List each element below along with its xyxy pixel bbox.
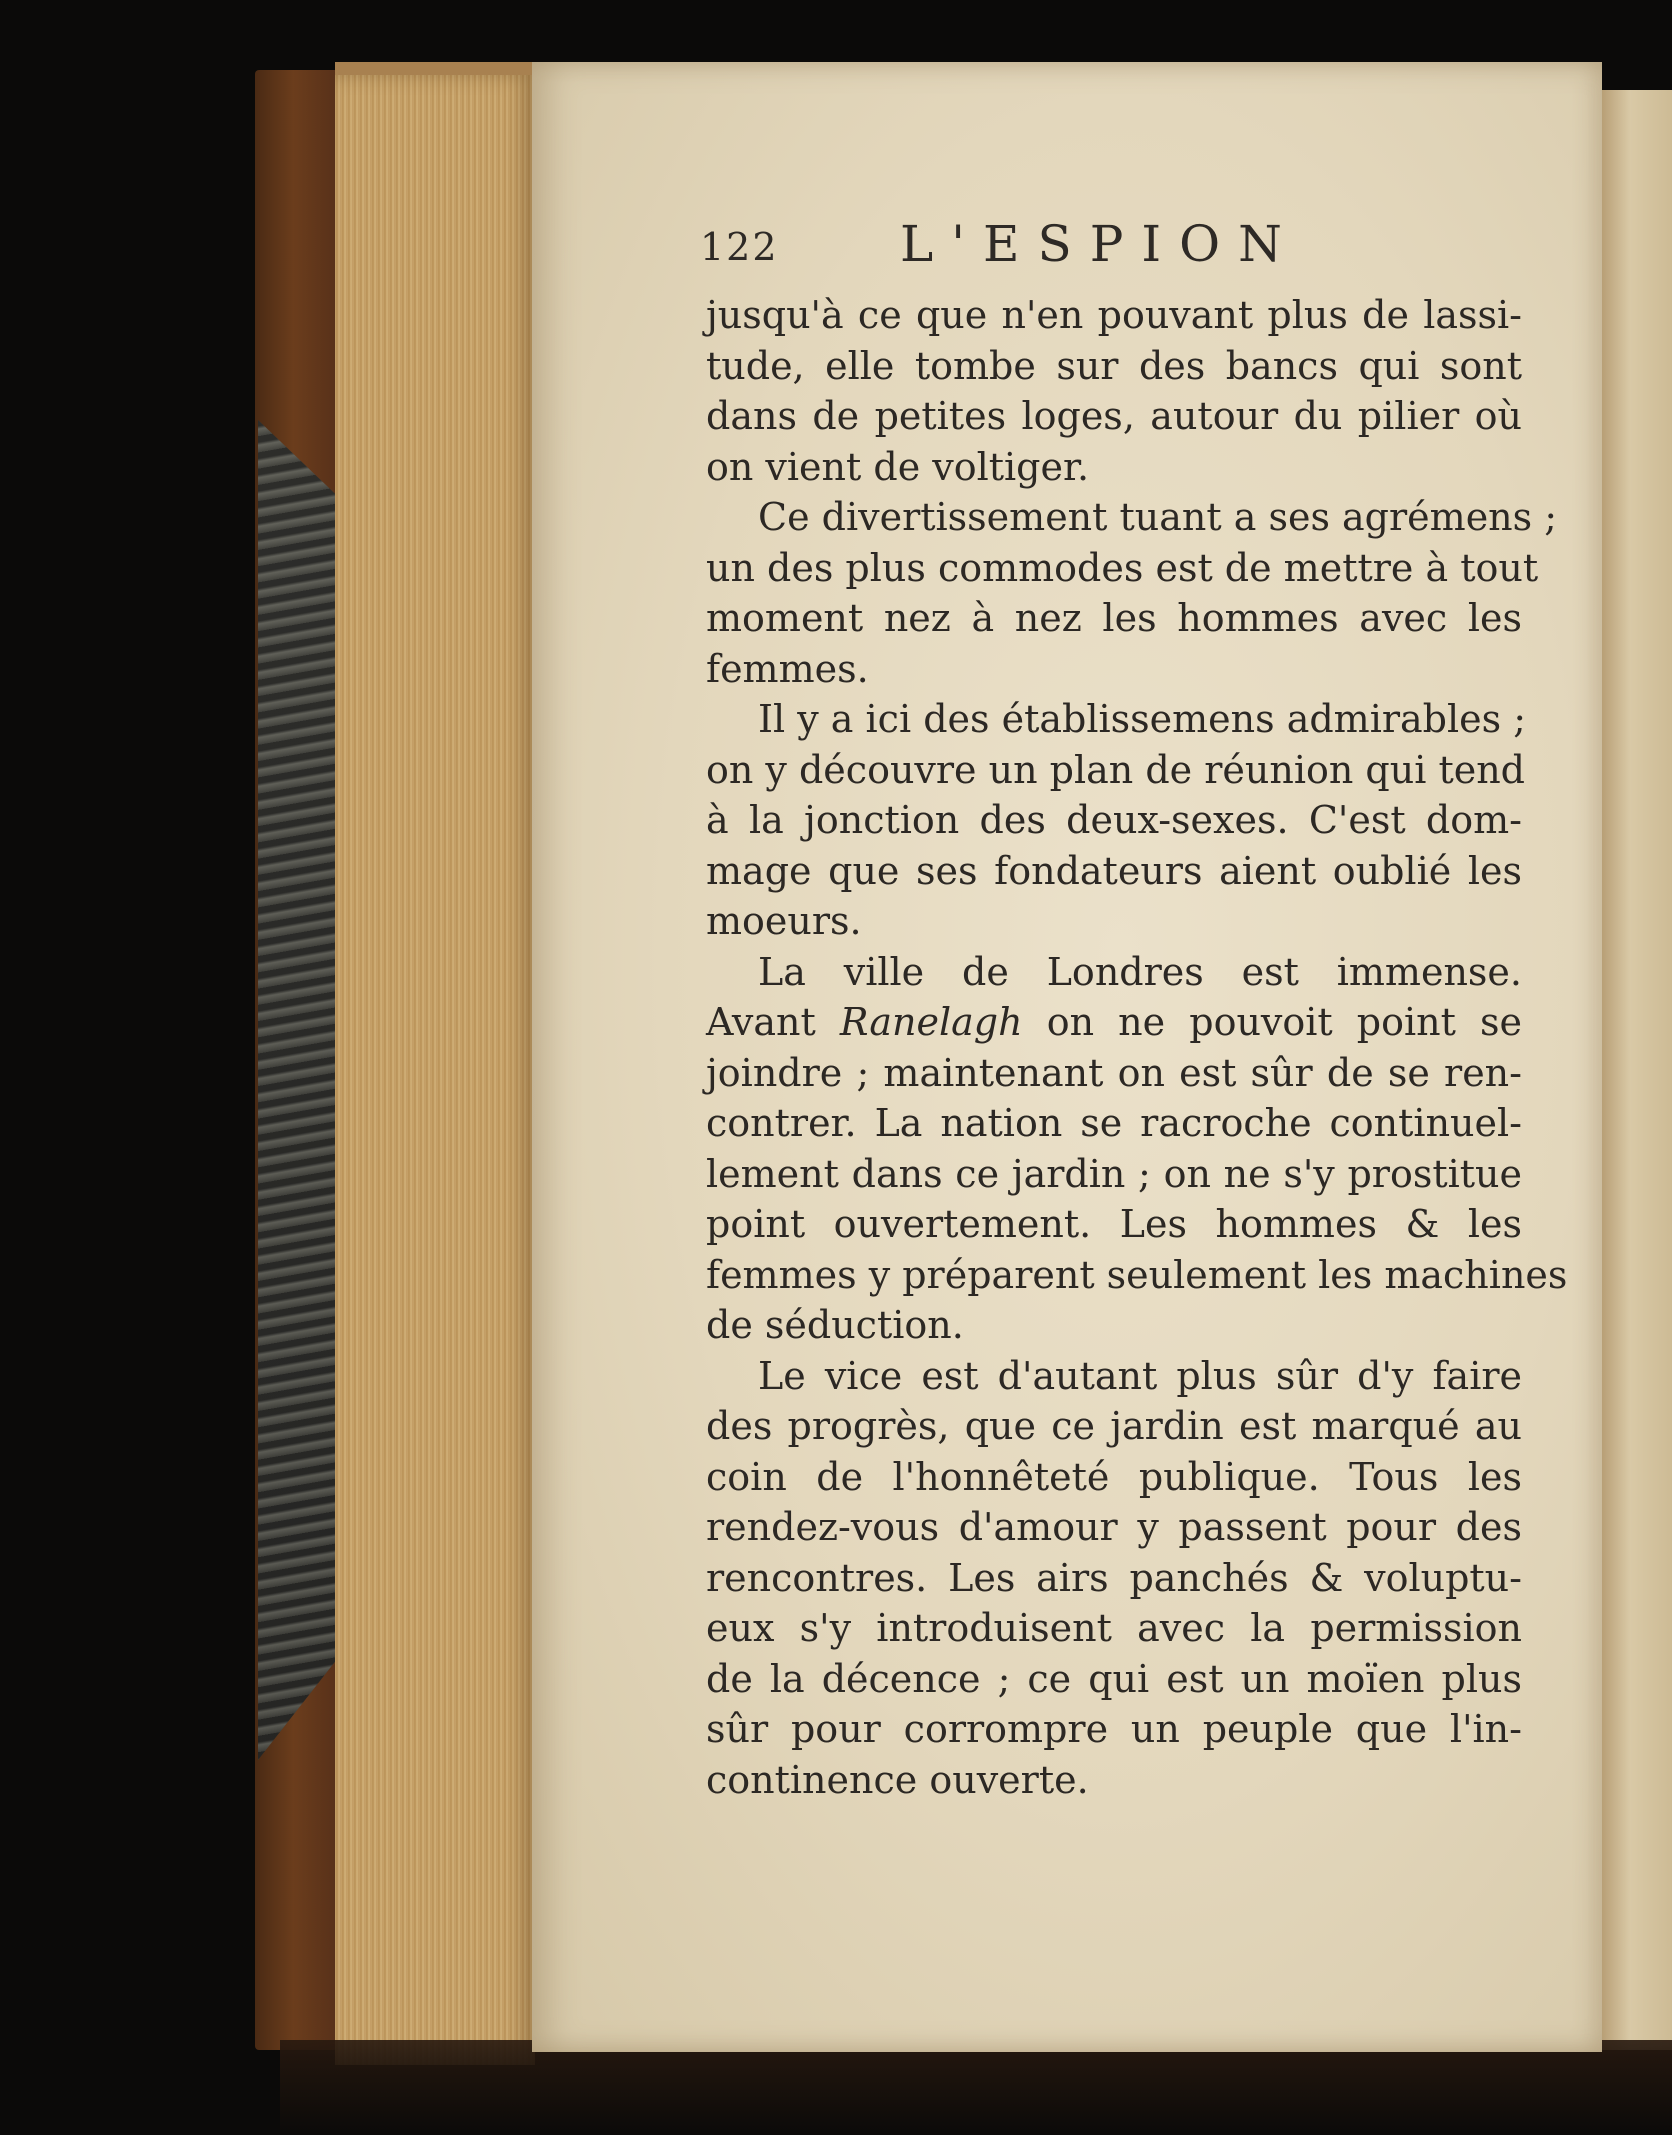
text-line: mage que ses fondateurs aient oublié les bbox=[706, 848, 1522, 893]
text-fragment: on ne pouvoit point se bbox=[1046, 1000, 1522, 1044]
text-line: lement dans ce jardin ; on ne s'y prostitue bbox=[706, 1151, 1522, 1196]
text-line: La ville de Londres est immense. bbox=[758, 949, 1522, 994]
text-line: joindre ; maintenant on est sûr de se ren- bbox=[706, 1050, 1522, 1095]
marbled-board bbox=[258, 420, 342, 1760]
text-line: on vient de voltiger. bbox=[706, 444, 1090, 489]
text-line: Il y a ici des établissemens admirables ; bbox=[758, 697, 1527, 741]
text-line: on y découvre un plan de réunion qui tend bbox=[706, 747, 1526, 792]
text-line: continence ouverte. bbox=[706, 1757, 1089, 1802]
text-line: de séduction. bbox=[706, 1303, 964, 1347]
bottom-shadow bbox=[280, 2040, 1672, 2135]
text-line: rendez-vous d'amour y passent pour des bbox=[706, 1505, 1522, 1549]
text-line: à la jonction des deux-sexes. C'est dom- bbox=[706, 798, 1522, 842]
text-line: point ouvertement. Les hommes & les bbox=[706, 1202, 1522, 1246]
text-line: de la décence ; ce qui est un moïen plus bbox=[706, 1656, 1522, 1701]
text-line: un des plus commodes est de mettre à tout bbox=[706, 545, 1539, 590]
text-line: rencontres. Les airs panchés & voluptu- bbox=[706, 1555, 1522, 1600]
text-fragment: Avant bbox=[706, 1000, 816, 1044]
text-line: contrer. La nation se racroche continuel- bbox=[706, 1101, 1522, 1145]
italic-place-name: Ranelagh bbox=[839, 1000, 1023, 1044]
page-block-edge bbox=[335, 75, 535, 2065]
text-line-with-italic bbox=[706, 997, 1522, 1048]
text-line: tude, elle tombe sur des bancs qui sont bbox=[706, 343, 1522, 388]
text-line: femmes. bbox=[706, 646, 869, 691]
text-line: coin de l'honnêteté publique. Tous les bbox=[706, 1454, 1522, 1499]
text-line: dans de petites loges, autour du pilier où bbox=[706, 394, 1522, 438]
page-number: 122 bbox=[700, 225, 779, 269]
text-line: moment nez à nez les hommes avec les bbox=[706, 596, 1522, 640]
text-line: moeurs. bbox=[706, 899, 862, 943]
text-line: des progrès, que ce jardin est marqué au bbox=[706, 1404, 1522, 1448]
text-line: femmes y préparent seulement les machines bbox=[706, 1252, 1568, 1297]
running-title: L'ESPION bbox=[900, 215, 1300, 273]
running-header bbox=[700, 215, 1520, 285]
text-line: Le vice est d'autant plus sûr d'y faire bbox=[758, 1353, 1522, 1398]
text-line: jusqu'à ce que n'en pouvant plus de lassi- bbox=[706, 293, 1522, 337]
text-line: Ce divertissement tuant a ses agrémens ; bbox=[758, 495, 1558, 539]
text-line: eux s'y introduisent avec la permission bbox=[706, 1606, 1522, 1650]
facing-page-edge bbox=[1602, 90, 1672, 2050]
body-text bbox=[706, 290, 1568, 1805]
text-line: sûr pour corrompre un peuple que l'in- bbox=[706, 1707, 1522, 1751]
